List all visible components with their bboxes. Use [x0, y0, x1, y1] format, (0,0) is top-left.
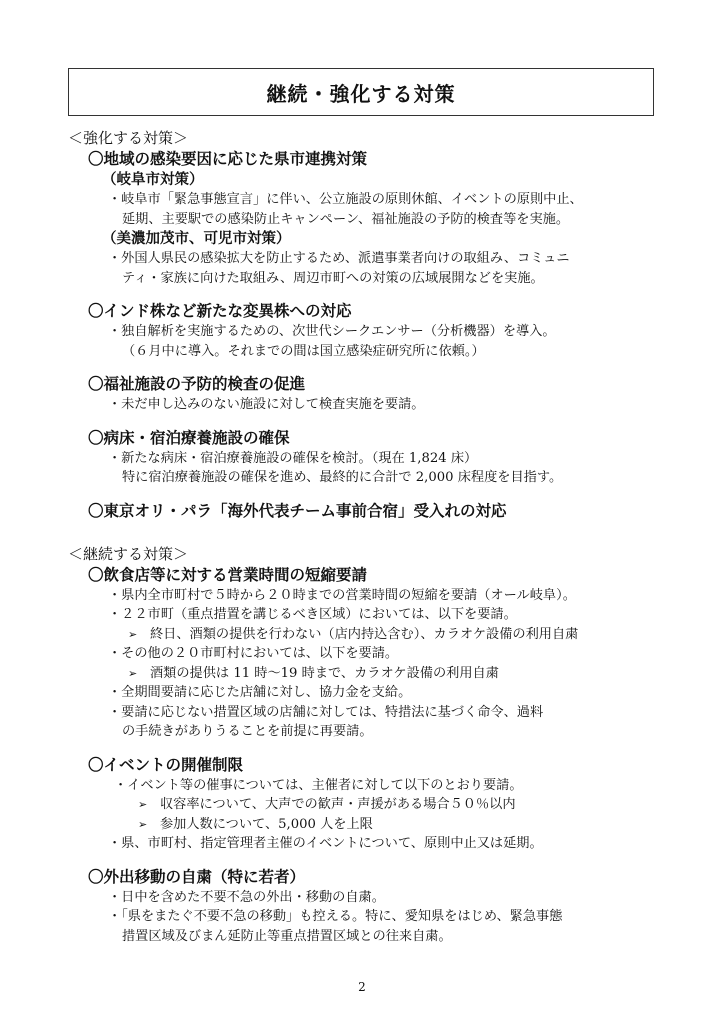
bullet-beds-cont: 特に宿泊療養施設の確保を進め、最終的に合計で 2,000 床程度を目指す。 — [122, 470, 563, 485]
title-box — [68, 68, 654, 116]
bullet-all-gifu: ・県内全市町村で５時から２０時までの営業時間の短縮を要請（オール岐阜）。 — [108, 587, 576, 603]
bullet-daytime-restraint: ・日中を含めた不要不急の外出・移動の自粛。 — [108, 889, 385, 905]
bullet-gifu-measures: ・岐阜市「緊急事態宣言」に伴い、公立施設の原則休館、イベントの原則中止、 — [108, 192, 583, 207]
arrow-item-no-alcohol: ➢ 終日、酒類の提供を行わない（店内持込含む）、カラオケ設備の利用自粛 — [128, 625, 668, 645]
bullet-cross-prefecture-cont: 措置区域及びまん延防止等重点措置区域との往来自粛。 — [122, 928, 452, 944]
bullet-22-municipalities: ・２２市町（重点措置を講じるべき区域）においては、以下を要請。 — [108, 607, 517, 622]
bullet-mino-measures: ・外国人県民の感染拡大を防止するため、派遣事業者向けの取組み、コミュニ — [108, 251, 570, 266]
bullet-sequencer-cont: （６月中に導入。それまでの間は国立感染症研究所に依頼。） — [122, 343, 485, 359]
arrow-bullet-icon: ➢ — [128, 627, 138, 641]
bullet-20-municipalities: ・その他の２０市町村においては、以下を要請。 — [108, 646, 399, 661]
heading-regional-cooperation: 〇地域の感染要因に応じた県市連携対策 — [88, 150, 368, 168]
arrow-bullet-icon: ➢ — [138, 798, 148, 811]
heading-olympics: 〇東京オリ・パラ「海外代表チーム事前合宿」受入れの対応 — [88, 501, 507, 520]
bullet-gifu-measures-cont: 延期、主要駅での感染防止キャンペーン、福祉施設の予防的検査等を実施。 — [122, 211, 570, 227]
heading-outing-restraint: 〇外出移動の自粛（特に若者） — [88, 867, 306, 886]
bullet-cross-prefecture: ・「県をまたぐ不要不急の移動」も控える。特に、愛知県をはじめ、緊急事態 — [108, 909, 563, 924]
heading-beds: 〇病床・宿泊療養施設の確保 — [88, 428, 290, 447]
section-label-strengthen: ＜強化する対策＞ — [68, 129, 189, 147]
bullet-re-request-cont: の手続きがありうることを前提に再要請。 — [122, 724, 373, 739]
arrow-item-capacity: ➢ 収容率について、大声での歓声・声援がある場合５０％以内 — [138, 795, 668, 815]
bullet-sequencer: ・独自解析を実施するための、次世代シークエンサー（分析機器）を導入。 — [108, 324, 556, 339]
arrow-bullet-icon: ➢ — [128, 666, 138, 680]
bullet-public-events: ・県、市町村、指定管理者主催のイベントについて、原則中止又は延期。 — [108, 836, 543, 851]
page-number: 2 — [358, 980, 366, 994]
bullet-re-request: ・要請に応じない措置区域の店舗に対しては、特措法に基づく命令、過料 — [108, 704, 544, 720]
bullet-mino-measures-cont: ティ・家族に向けた取組み、周辺市町への対策の広域展開などを実施。 — [122, 270, 544, 286]
bullet-beds: ・新たな病床・宿泊療養施設の確保を検討。（現在 1,824 床） — [108, 450, 478, 466]
bullet-event-request: ・イベント等の催事については、主催者に対して以下のとおり要請。 — [114, 777, 523, 793]
arrow-item-alcohol-hours: ➢ 酒類の提供は 11 時～19 時まで、カラオケ設備の利用自粛 — [128, 664, 668, 684]
content-body — [68, 128, 668, 946]
heading-event-limits: 〇イベントの開催制限 — [88, 755, 244, 774]
subheading-mino-kani: （美濃加茂市、可児市対策） — [102, 231, 291, 247]
subheading-gifu: （岐阜市対策） — [102, 172, 204, 188]
heading-restaurant-hours: 〇飲食店等に対する営業時間の短縮要請 — [88, 565, 368, 584]
page-title: 継続・強化する対策 — [266, 81, 456, 106]
heading-welfare-testing: 〇福祉施設の予防的検査の促進 — [88, 375, 306, 393]
arrow-bullet-icon: ➢ — [138, 817, 148, 831]
bullet-cooperation-money: ・全期間要請に応じた店舗に対し、協力金を支給。 — [108, 685, 412, 700]
arrow-item-attendance: ➢ 参加人数について、5,000 人を上限 — [138, 815, 668, 835]
heading-variant: 〇インド株など新たな変異株への対応 — [88, 302, 352, 320]
section-label-continue: ＜継続する対策＞ — [68, 544, 189, 563]
bullet-welfare-testing: ・未だ申し込みのない施設に対して検査実施を要請。 — [108, 397, 425, 412]
